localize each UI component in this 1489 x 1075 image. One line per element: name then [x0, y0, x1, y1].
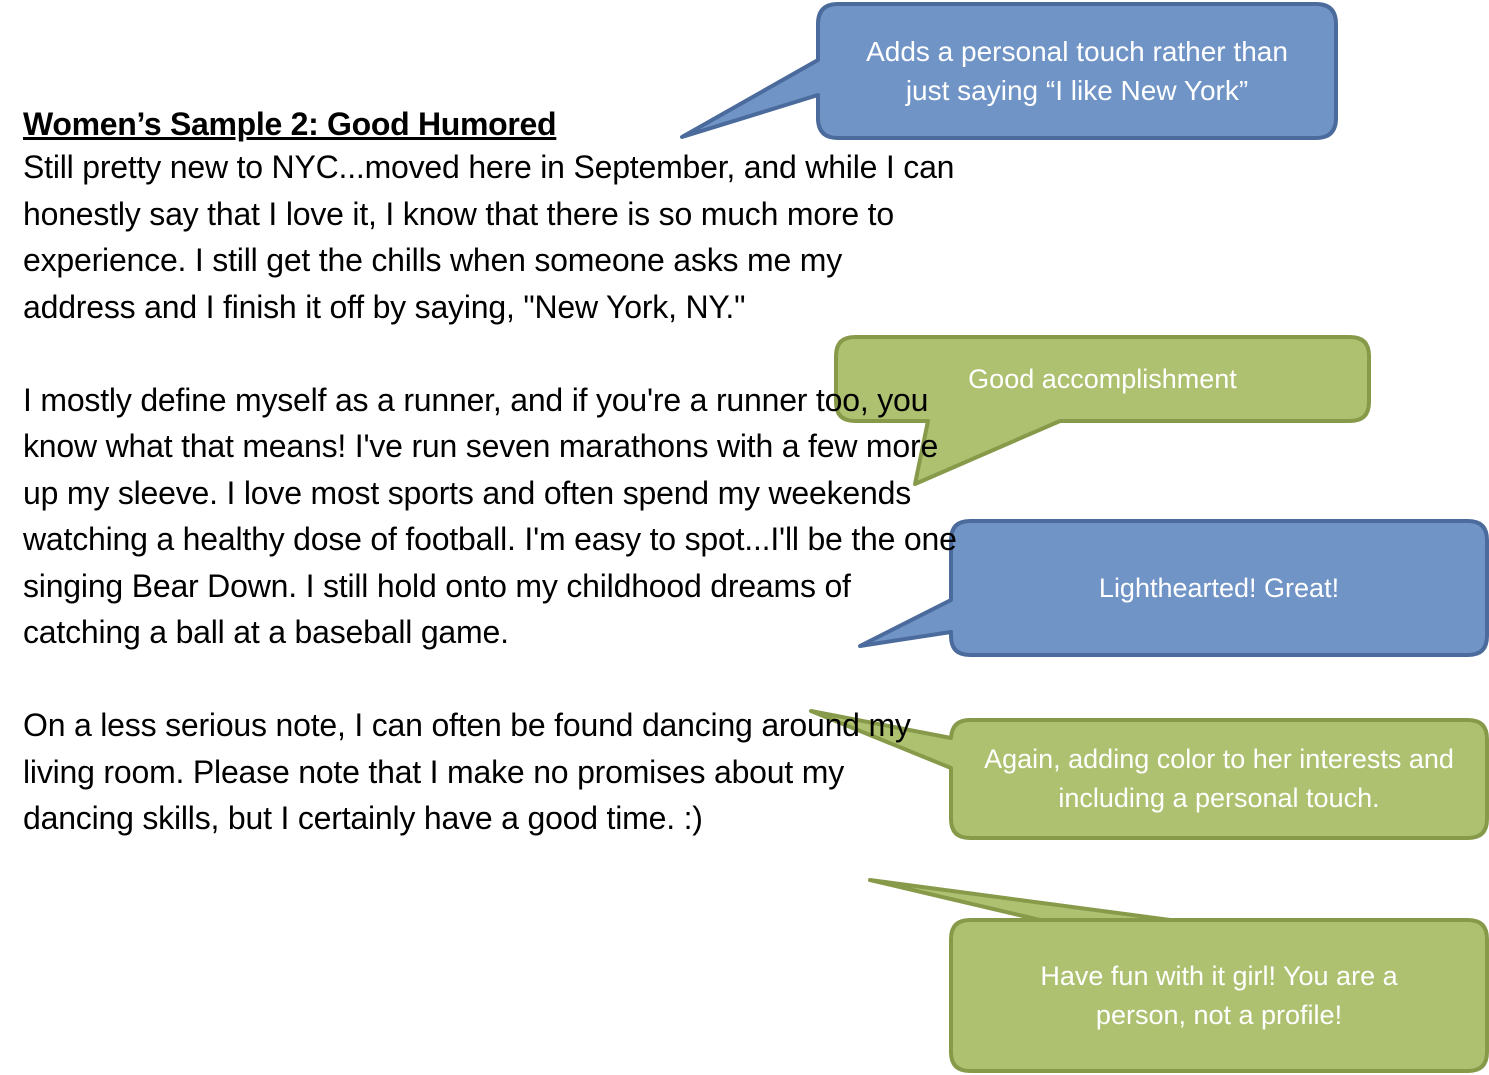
document-body — [23, 104, 963, 842]
callout-good-accomplishment: Good accomplishment — [968, 363, 1237, 394]
paragraph-gap — [23, 656, 963, 703]
callout-personal-touch: Adds a personal touch rather than just saying “I like New York” — [866, 36, 1288, 106]
document-title: Women’s Sample 2: Good Humored — [23, 106, 557, 142]
paragraph-runner: I mostly define myself as a runner, and if you're a runner too, you know what that means! I've run seven marathons with a few more up my sleeve. I love most sports and often spend my weekends watching a healthy dose of football. I'm easy to spot...I'll be the one singing Bear Down. I still hold onto my childhood dreams of catching a ball at a baseball game. — [23, 381, 957, 650]
paragraph-gap — [23, 330, 963, 377]
callout-have-fun: Have fun with it girl! You are a person, not a profile! — [1040, 960, 1398, 1030]
paragraph-nyc: Still pretty new to NYC...moved here in September, and while I can honestly say that I love it, I know that there is so much more to experience. I still get the chills when someone asks me my address and I finish it off by saying, "New York, NY." — [23, 149, 955, 325]
paragraph-dancing: On a less serious note, I can often be found dancing around my living room. Please note that I make no promises about my dancing skills, but I certainly have a good time. :) — [23, 707, 911, 836]
callout-lighthearted: Lighthearted! Great! — [1098, 572, 1340, 603]
callout-adding-color: Again, adding color to her interests and including a personal touch. — [984, 744, 1454, 813]
